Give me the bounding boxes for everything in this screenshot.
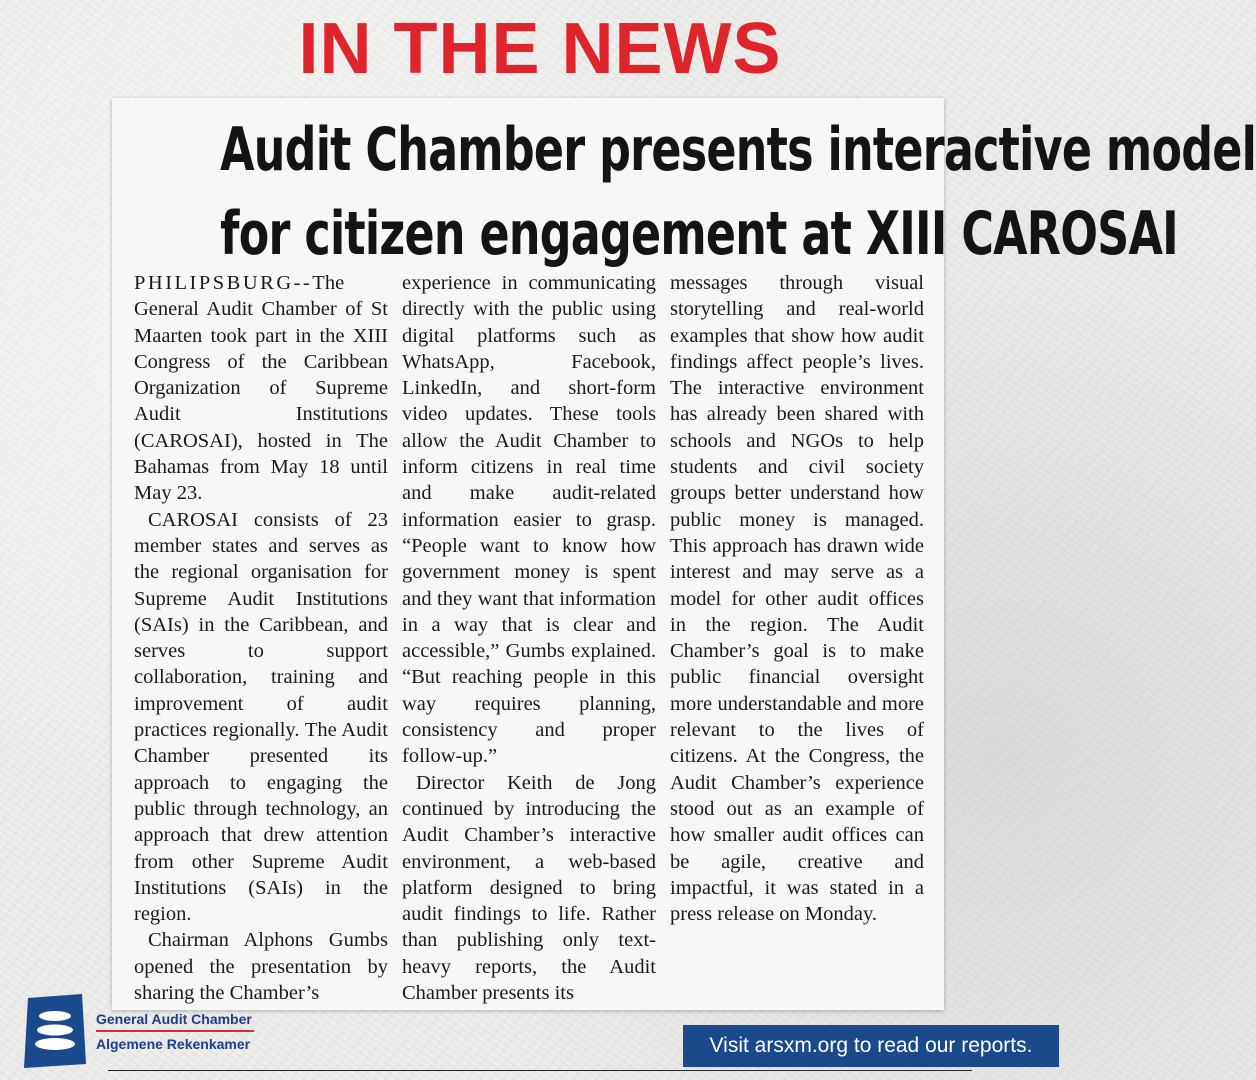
paragraph-1-text: The General Audit Chamber of St Maarten took part in the XIII Congress of the Caribbean Organization of Supreme Audit Institutions (CAROSAI), hosted in The Bahamas from May 18 until May 23. (134, 272, 388, 505)
paragraph-continued: experience in communicating directly with the public using digital platforms such as WhatsApp, Facebook, LinkedIn, and short-form video updates. These tools allow the Audit Chamber to inform citizens in real time and make audit-related information easier to grasp. “People want to know how government money is spent and they want that information in a way that is clear and accessible,” Gumbs explained. “But reaching people in this way requires planning, consistency and proper follow-up.” (402, 272, 656, 768)
headline (220, 98, 1256, 276)
dateline: PHILIPSBURG-- (134, 272, 313, 294)
headline-line-1: Audit Chamber presents interactive model (220, 115, 1256, 185)
article-column-2 (402, 270, 656, 1010)
article-column-1 (134, 270, 388, 1010)
paragraph-2: CAROSAI consists of 23 member states and serves as the regional organisation for Supreme Audit Institutions (SAIs) in the Caribbean, and serves to support collaboration, training and improvement of audit practices regionally. The Audit Chamber presented its approach to engaging the public through technology, an approach that drew attention from other Supreme Audit Institutions (SAIs) in the region. (134, 508, 388, 926)
audit-chamber-logo-icon (24, 994, 86, 1068)
org-name-en: General Audit Chamber (96, 1010, 252, 1027)
paragraph-continued: messages through visual storytelling and real-world examples that show how audit findings affect people’s lives. The interactive environment has already been shared with schools and NGOs to help students and civil society groups better understand how public money is managed. This approach has drawn wide interest and may serve as a model for other audit offices in the region. The Audit Chamber’s goal is to make public financial oversight more understandable and more relevant to the lives of citizens. At the Congress, the Audit Chamber’s experience stood out as an example of how smaller audit offices can be agile, creative and impactful, it was stated in a press release on Monday. (670, 272, 924, 926)
org-name-nl: Algemene Rekenkamer (96, 1035, 251, 1052)
news-clipping (112, 98, 1256, 1010)
article-column-3 (670, 270, 924, 1010)
paragraph-1 (134, 270, 388, 507)
bottom-divider (108, 1070, 972, 1071)
audit-chamber-logo[interactable] (24, 994, 254, 1068)
visit-website-link[interactable]: Visit arsxm.org to read our reports. (683, 1025, 1059, 1067)
article-body (134, 270, 924, 1010)
headline-line-2: for citizen engagement at XIII CAROSAI (220, 199, 1178, 269)
paragraph-4: Director Keith de Jong continued by introducing the Audit Chamber’s interactive environment, a web-based platform designed to bring audit findings to life. Rather than publishing only text-heavy reports, the Audit Chamber presents its (402, 771, 656, 1005)
paragraph-3: Chairman Alphons Gumbs opened the presentation by sharing the Chamber’s (134, 929, 388, 1005)
banner-title: IN THE NEWS (298, 9, 782, 89)
